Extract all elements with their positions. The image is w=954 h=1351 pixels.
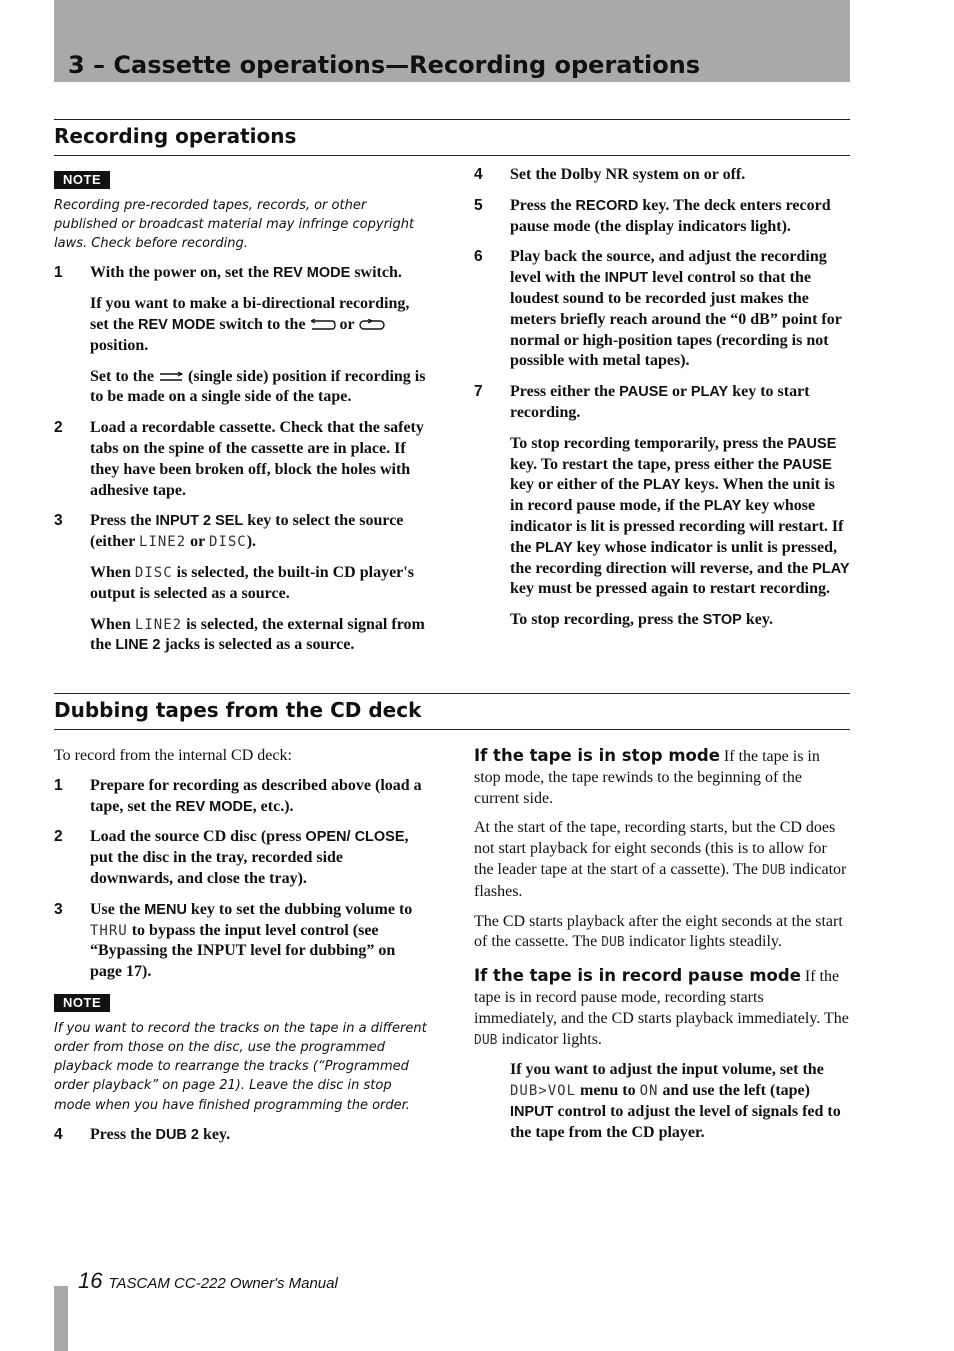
note-badge: NOTE [54,171,110,189]
lcd-disc: DISC [208,534,247,551]
key-rev-mode: REV MODE [272,265,351,282]
record-pause-paragraph: If the tape is in record pause mode If the tape is in record pause mode, recording starts immediately, and the CD starts playback immediately. The DUB indicator lights. [474,966,849,1048]
lcd-dub-vol: DUB>VOL [510,1083,577,1100]
section-rule-top [54,119,850,120]
step-7-stop-temporarily: To stop recording temporarily, press the PAUSE key. To restart the tape, press either the PAUSE key or either of the PLAY keys. When the unit is in record pause mode, if the PLAY key whose indicator is lit is pressed recording will restart. If the PLAY key whose indicator is unlit is pressed, the recording direction will reverse, and the PLAY key must be pressed again to restart recording. [510,434,850,598]
key-input: INPUT [604,270,649,287]
key-pause: PAUSE [619,384,669,401]
key-open-close: OPEN/ CLOSE [305,829,405,846]
key-play: PLAY [643,477,681,494]
key-record: RECORD [575,197,639,214]
step-2: 2 Load a recordable cassette. Check that the safety tabs on the spine of the cassette are in place. If they have been broken off, block the holes with adhesive tape. [54,419,424,499]
lcd-thru: THRU [90,922,128,939]
dub-step-4: 4 Press the DUB 2 key. [54,1125,231,1143]
dub-step-1: 1 Prepare for recording as described above (load a tape, set the REV MODE, etc.). [54,776,422,815]
section-rule-bottom [54,155,850,156]
step-6: 6 Play back the source, and adjust the recording level with the INPUT level control so that the loudest sound to be recorded just makes the meters briefly reach around the “0 dB” point for normal or high-position tapes (recording is not possible with metal tapes). [474,248,842,370]
step-7: 7 Press either the PAUSE or PLAY key to start recording. [474,383,810,421]
key-rev-mode: REV MODE [137,317,216,333]
step-7-stop-recording: To stop recording, press the STOP key. [510,611,773,629]
key-rev-mode: REV MODE [175,798,253,815]
chapter-header-bar [54,0,850,82]
start-of-tape-paragraph: At the start of the tape, recording starts, but the CD does not start playback for eight seconds (this is to allow for the leader tape at the start of a cassette). The DUB indicator flashes. [474,819,847,900]
step-3-line2: When LINE2 is selected, the external signal from the LINE 2 jacks is selected as a source. [90,615,425,654]
page-footer [78,1268,338,1294]
section-rule-bottom [54,729,850,730]
key-input-2-sel: INPUT 2 SEL [155,513,244,530]
key-stop: STOP [702,612,742,629]
note-badge: NOTE [54,994,110,1012]
section1-right-column [474,165,850,641]
lcd-line2: LINE2 [134,616,183,633]
key-play: PLAY [703,498,742,515]
subhead-record-pause-mode: If the tape is in record pause mode [474,966,801,986]
cd-playback-paragraph: The CD starts playback after the eight seconds at the start of the cassette. The DUB indicator lights steadily. [474,912,843,951]
step-1-single-side: Set to the (single side) position if recording is to be made on a single side of the tape. [90,367,426,406]
note-block [54,993,430,1115]
step-3-disc: When DISC is selected, the built-in CD player's output is selected as a source. [90,563,414,602]
stop-mode-paragraph: If the tape is in stop mode If the tape is in stop mode, the tape rewinds to the beginning of the current side. [474,746,820,807]
single-side-icon [158,371,184,383]
page-number: 16 [78,1268,103,1293]
key-pause: PAUSE [782,456,832,473]
adjust-input-volume: If you want to adjust the input volume, set the DUB>VOL menu to ON and use the left (tape) INPUT control to adjust the level of signals fed to the tape from the CD player. [510,1061,841,1141]
key-play: PLAY [535,539,573,556]
section2-right-column [474,746,850,1154]
section-title-recording: Recording operations [54,124,297,148]
step-1-bidirectional: If you want to make a bi-directional recording, set the REV MODE switch to the or position. [90,295,410,354]
indicator-dub: DUB [601,935,625,951]
key-menu: MENU [144,901,187,918]
dubbing-intro: To record from the internal CD deck: [54,747,292,764]
one-way-reverse-icon [310,319,336,331]
key-play: PLAY [812,560,850,577]
key-input: INPUT [510,1103,554,1120]
step-3: 3 Press the INPUT 2 SEL key to select the source (either LINE2 or DISC). [54,512,404,551]
subhead-stop-mode: If the tape is in stop mode [474,746,720,765]
indicator-dub: DUB [474,1032,498,1048]
note-text: Recording pre-recorded tapes, records, or other published or broadcast material may infringe copyright laws. Check before recording. [54,197,415,252]
step-4: 4 Set the Dolby NR system on or off. [474,166,746,183]
lcd-on: ON [639,1083,659,1100]
section1-left-column [54,170,430,666]
lcd-line2: LINE2 [139,534,187,551]
manual-title: TASCAM CC-222 Owner's Manual [108,1275,338,1292]
dub-step-2: 2 Load the source CD disc (press OPEN/ CLOSE, put the disc in the tray, recorded side downwards, and close the tray). [54,828,409,887]
key-line-2: LINE 2 [115,637,161,654]
lcd-disc: DISC [134,564,173,581]
key-dub-2: DUB 2 [155,1126,199,1143]
section-rule-top [54,693,850,694]
footer-bar [54,1286,68,1351]
step-1: 1 With the power on, set the REV MODE switch. [54,264,402,282]
dub-step-3: 3 Use the MENU key to set the dubbing volume to THRU to bypass the input level control (see “Bypassing the INPUT level for dubbing” on page 17). [54,900,413,981]
step-5: 5 Press the RECORD key. The deck enters record pause mode (the display indicators light). [474,196,831,235]
note-block [54,170,430,253]
key-pause: PAUSE [787,435,837,452]
indicator-dub: DUB [762,862,786,878]
chapter-title: 3 – Cassette operations—Recording operations [68,51,701,79]
continuous-reverse-icon [358,319,386,331]
note-text: If you want to record the tracks on the tape in a different order from those on the disc, use the programmed playback mode to rearrange the tracks (“Programmed order playback” on page 21). Leave the disc in stop mode when you have finished programming the order. [54,1020,427,1113]
section-title-dubbing: Dubbing tapes from the CD deck [54,698,422,722]
key-play: PLAY [690,384,729,401]
section2-left-column [54,746,430,1156]
